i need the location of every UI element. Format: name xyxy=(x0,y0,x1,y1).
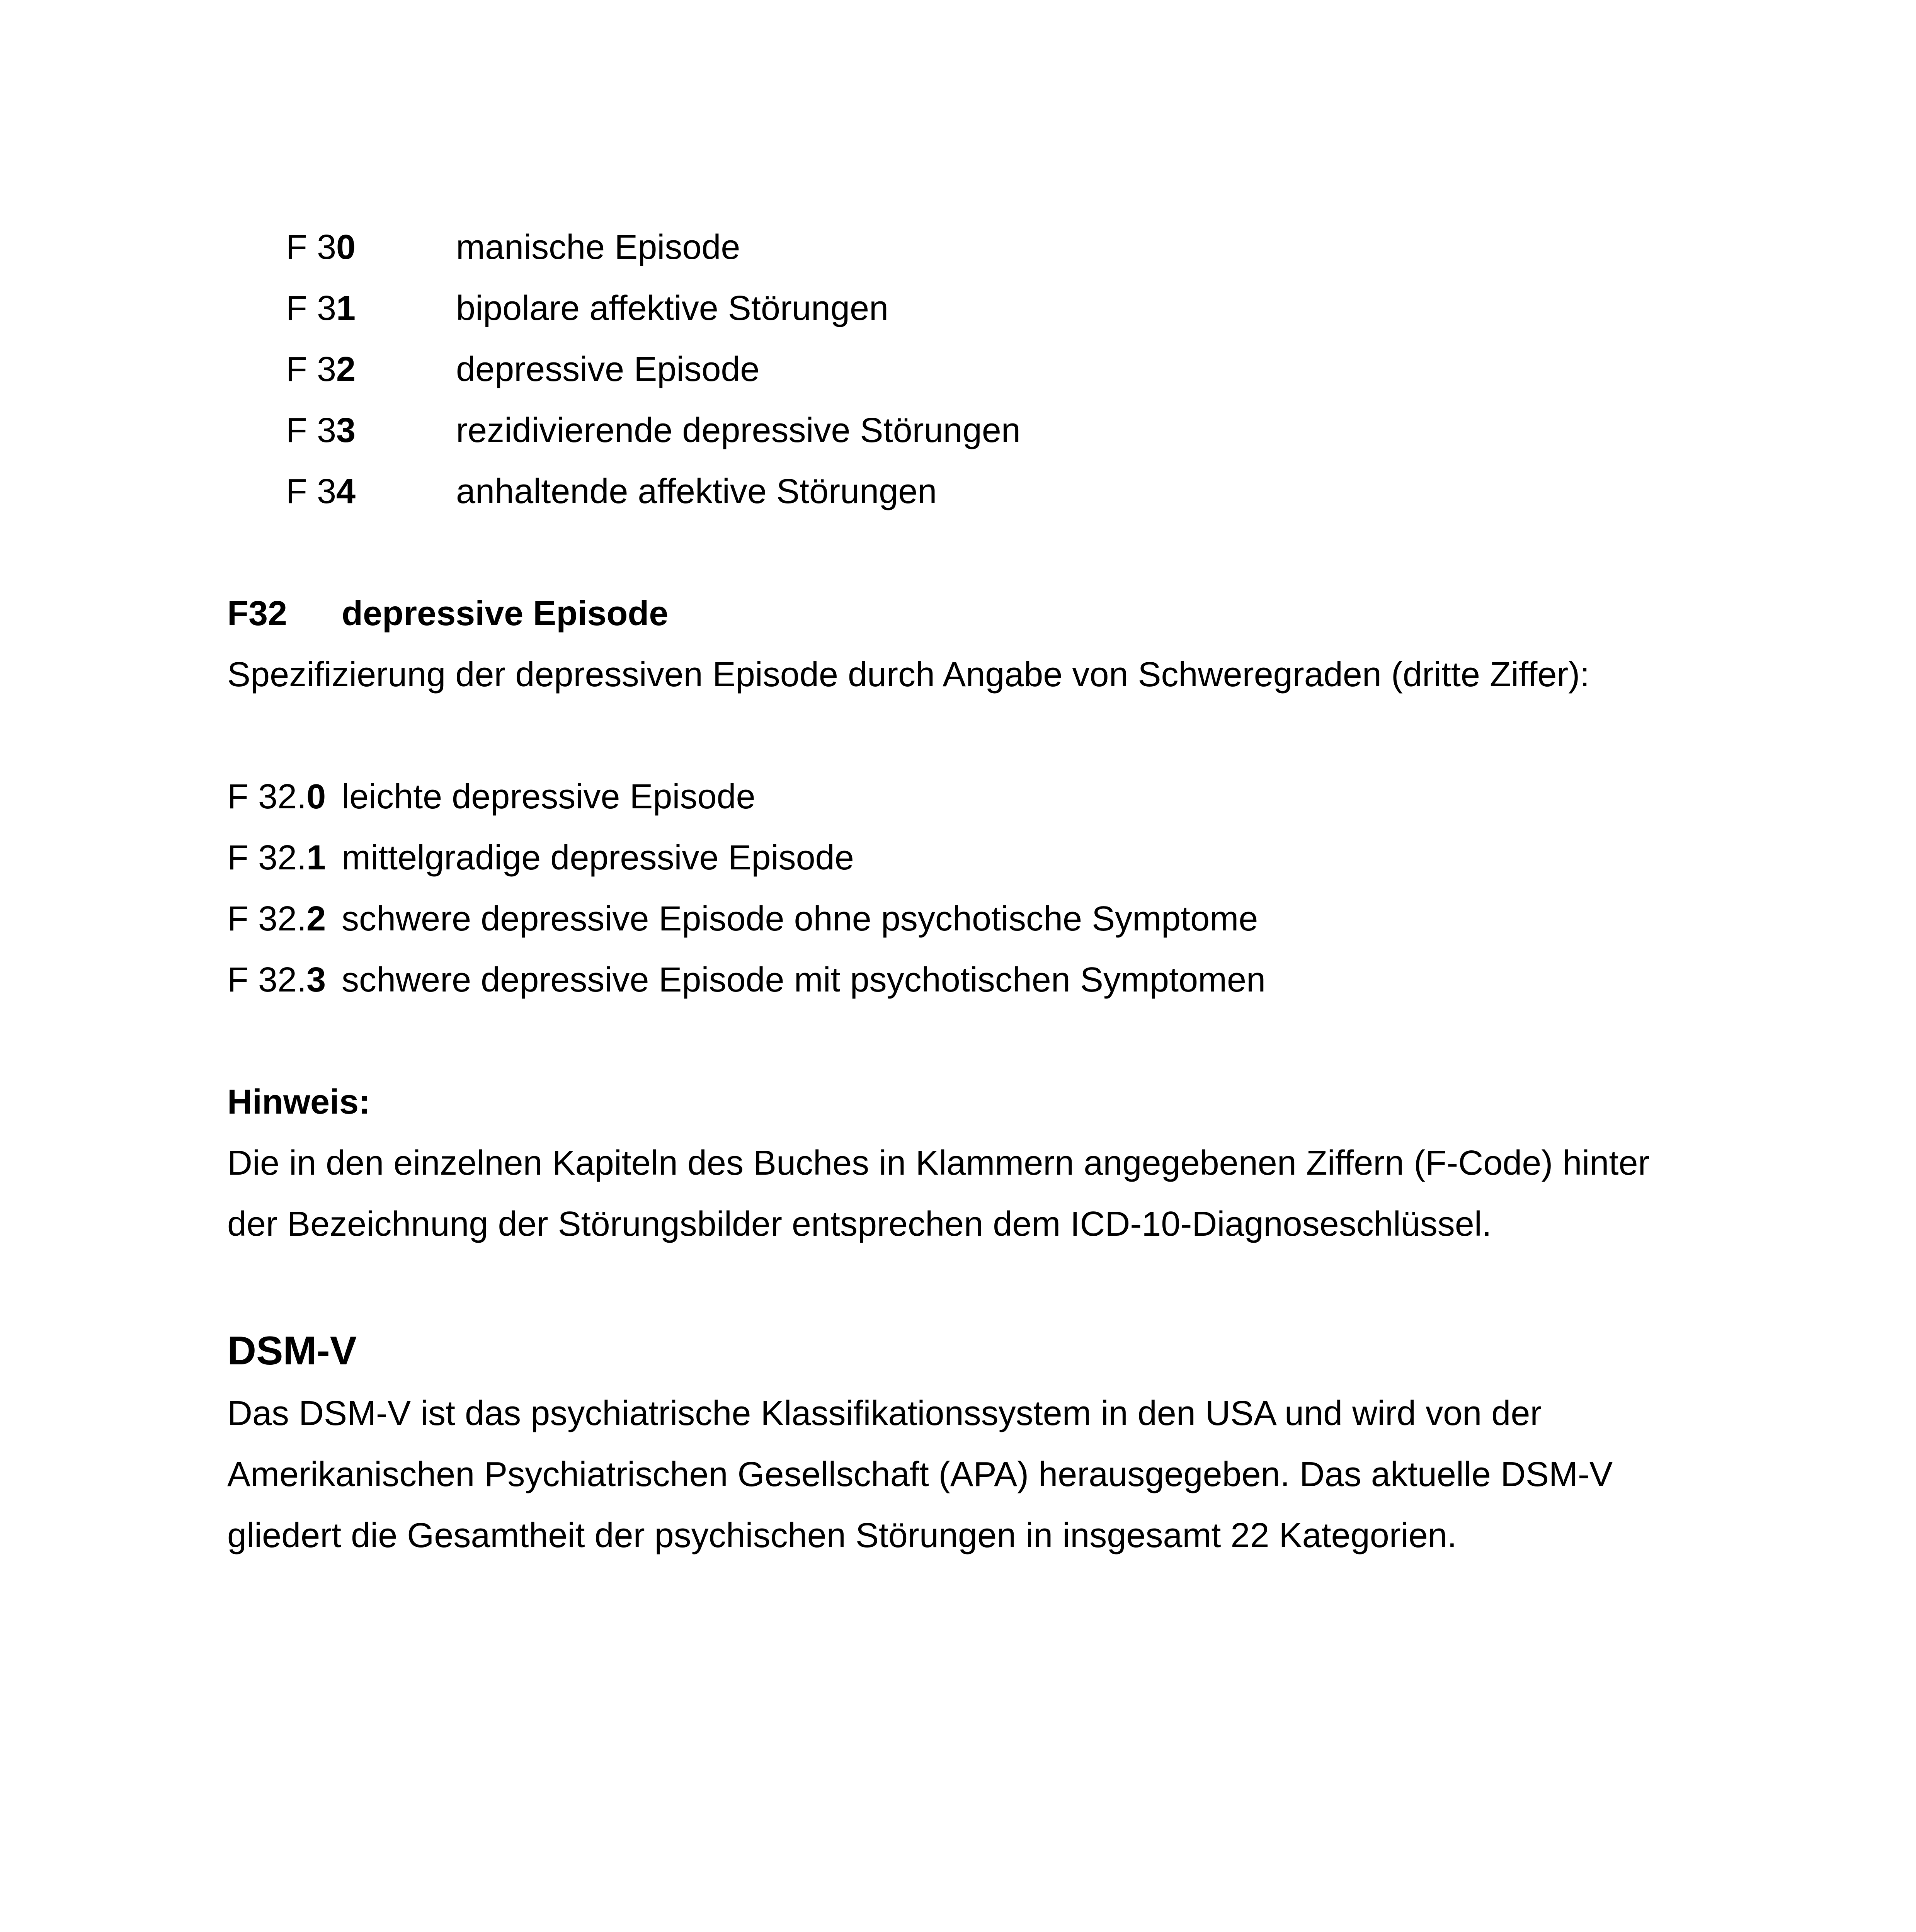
section-heading-dsm: DSM-V xyxy=(227,1328,357,1373)
list-item-description: leichte depressive Episode xyxy=(342,777,756,816)
note-line: Die in den einzelnen Kapiteln des Buches in Klammern angegebenen Ziffern (F-Code) hinter xyxy=(227,1144,1650,1182)
list-item-description: bipolare affektive Störungen xyxy=(456,289,889,328)
list-item-description: mittelgradige depressive Episode xyxy=(342,838,854,877)
list-item-code: F 32.2 xyxy=(227,900,326,938)
list-item-description: rezidivierende depressive Störungen xyxy=(456,411,1021,450)
note-line: der Bezeichnung der Störungsbilder entsprechen dem ICD-10-Diagnoseschlüssel. xyxy=(227,1205,1492,1243)
list-item-code: F 31 xyxy=(286,289,356,328)
list-item-code: F 34 xyxy=(286,472,356,511)
list-item-description: depressive Episode xyxy=(456,350,760,389)
section-heading-title: depressive Episode xyxy=(342,594,669,633)
list-item-code: F 33 xyxy=(286,411,356,450)
paragraph-line: Das DSM-V ist das psychiatrische Klassifikationssystem in den USA und wird von der xyxy=(227,1394,1542,1433)
list-item-description: schwere depressive Episode ohne psychotische Symptome xyxy=(342,900,1258,938)
list-item-description: anhaltende affektive Störungen xyxy=(456,472,937,511)
paragraph-line: gliedert die Gesamtheit der psychischen Störungen in insgesamt 22 Kategorien. xyxy=(227,1516,1457,1555)
list-item-code: F 32.3 xyxy=(227,961,326,999)
section-heading-code: F32 xyxy=(227,594,288,633)
list-item-code: F 32 xyxy=(286,350,356,389)
section-intro: Spezifizierung der depressiven Episode durch Angabe von Schweregraden (dritte Ziffer): xyxy=(227,655,1590,694)
list-item-code: F 32.0 xyxy=(227,777,326,816)
list-item-code: F 30 xyxy=(286,228,356,267)
paragraph-line: Amerikanischen Psychiatrischen Gesellschaft (APA) herausgegeben. Das aktuelle DSM-V xyxy=(227,1455,1613,1494)
note-heading: Hinweis: xyxy=(227,1083,371,1121)
list-item-description: manische Episode xyxy=(456,228,740,267)
list-item-code: F 32.1 xyxy=(227,838,326,877)
list-item-description: schwere depressive Episode mit psychotischen Symptomen xyxy=(342,961,1266,999)
